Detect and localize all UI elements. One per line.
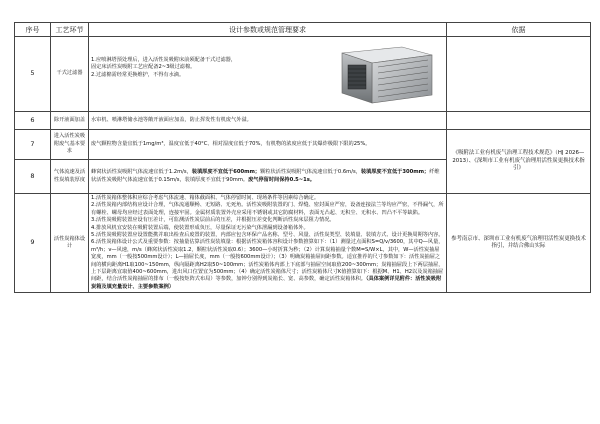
row5-line-3: 2.过滤棉需经常更换维护，不得有水滴。	[91, 71, 185, 78]
row5-process: 干式过滤器	[51, 37, 89, 112]
row8-bold-3: 废气停留时间保持0.5~1s。	[248, 176, 315, 183]
row8-text-2: 颗粒状活性炭吸附气体流速宜低于0.6m/s，	[260, 169, 361, 176]
row9-process: 活性炭箱体设计	[51, 194, 89, 293]
row6-basis	[447, 112, 591, 130]
row5-seq: 5	[15, 37, 51, 112]
requirements-table	[14, 22, 591, 293]
row8-bold-1: 装填厚度不宜低于600mm；	[191, 169, 261, 176]
row9-para-3: 3.活性炭吸附装置应设有压差计，可监测活性炭层前后的压差，并根据压差变化判断活性炭床层阻力情况。	[91, 217, 335, 224]
row5-basis	[447, 37, 591, 112]
row8-text-3: 纤维状活性炭吸附气体流速宜低于0.15m/s，装填厚度不宜低于90mm。	[91, 169, 440, 183]
table-row-7	[15, 130, 591, 160]
row9-basis: 参考南京市、深圳市工业有机废气治理用活性炭更换技术指引，并结合佛山实际	[447, 194, 591, 293]
row9-para-4: 4.排放风机宜安装在吸附装置后端，使装置形成负压，尽量保证无污染气体泄漏到设备箱体外。	[91, 224, 309, 231]
header-requirements: 设计参数或规范管理要求	[89, 23, 447, 37]
header-seq: 序号	[15, 23, 51, 37]
row8-requirements	[89, 160, 447, 194]
activated-carbon-filter-image	[332, 43, 440, 105]
row9-para-1: 1.活性炭箱体整体积应综合考虑气体流速、箱体截面积、气体停留时间、现场条件等因素综合确定。	[91, 195, 320, 201]
filter-box-illustration	[332, 43, 440, 105]
row9-requirements	[89, 194, 447, 293]
row5-line-2: 固定床活性炭吸附工艺应配备2~3级过滤棉。	[91, 64, 196, 71]
header-basis: 依据	[447, 23, 591, 37]
row8-seq: 8	[15, 160, 51, 194]
row6-seq: 6	[15, 112, 51, 130]
row7-requirements: 废气颗粒物含量宜低于1mg/m³，温度宜低于40°C、相对湿度宜低于70%，有机物的浓度应低于其爆炸极限下限的25%。	[89, 130, 447, 160]
row8-process: 气体流速及活性炭填装厚度	[51, 160, 89, 194]
row7-seq: 7	[15, 130, 51, 160]
row9-para-6: 6.活性炭箱体设计公式及重要参数：按抽量估算活性炭装填量：根据活性炭箱体容积设计参数推算如下：（1）测量过点面积S=Q/v/3600，其中Q—风量，m³/h；v—风速，m/s（蜂窝状活性炭取1.2，颗粒状活性炭取0.6）；3600—小时折算为秒；（2）计算炭箱抽量个数M=S/W×L，其中，W—活性炭抽屉宽度，mm（一般按500mm设计）；L—抽屉长度，mm（一般按600mm设计）；（3）明确炭箱抽屉间距参数。适宜推荐的尺寸参数如下：活性炭抽屉之间的横向距离H1取100~150mm，纵向隔距离H2取50~100mm；活性炭箱体内部上下底部与抽屉空间取值200~300mm；炭箱抽屉段上下两层抽屉，上下层距离宜取值400~600mm，进出风口位置宜为500mm；（4）确定活性炭箱体尺寸；活性炭箱体尺寸K值推算如下：根据M、H1、H2以及炭箱抽屉间距，结合活性炭箱抽屉的排布（一般按矩阵式布局）等参数，加钟分别得到炭箱长、宽、高参数，确定活性炭箱体积。	[91, 239, 444, 283]
row6-process: 除开液面加盖	[51, 112, 89, 130]
regulation-table-sheet	[14, 22, 590, 420]
table-row-6	[15, 112, 591, 130]
row8-text-1: 蜂窝状活性炭吸附气体流速宜低于1.2m/s，	[91, 169, 192, 176]
row7-process: 进入活性炭吸附废气基本要求	[51, 130, 89, 160]
row9-seq: 9	[15, 194, 51, 293]
table-row-5	[15, 37, 591, 112]
row7-8-basis: 《吸附法工业有机废气治理工程技术规范》（HJ 2026—2013）、《深圳市工业有机废气治理用活性炭更换技术指引》	[447, 130, 591, 194]
row5-line-1: 1.应喷淋塔预处理后，进入活性炭吸附床前须配备干式过滤器，	[91, 57, 237, 63]
header-row	[15, 23, 591, 37]
table-row-9	[15, 194, 591, 293]
row9-para-2: 2.活性炭箱内部结构应设计合理，气体流通顺畅、无短路、无死角。活性炭吸附装置的门、焊缝、密封面应严密，设备连接法兰等均应严密，不得漏气，所有螺栓、螺母均应经过表面处理，连接牢固。金属材质装置外壳应采用不锈钢或其它防腐材料，表面无凸起、无积尘、无积水、凹凸不平等缺陷。	[91, 202, 444, 216]
row9-para-7: （具体案例详见附件：活性炭吸附炭箱及填充量设计、主要参数案例）	[91, 276, 442, 290]
row6-requirements: 水帘机、喷淋塔储水池等敞开液面应加盖，防止挥发性有机废气外溢。	[89, 112, 447, 130]
row8-bold-2: 装填厚度不宜低于300mm；	[360, 169, 430, 176]
row9-para-5: 5.活性炭吸附装置应设置能携并取出检查后废置的装置，内部应包含环保产品名称、型号、风量、活性炭类型、装填量、装填方式、设计更换周期等内容。	[91, 232, 444, 239]
row5-requirements	[89, 37, 447, 112]
header-process: 工艺环节	[51, 23, 89, 37]
